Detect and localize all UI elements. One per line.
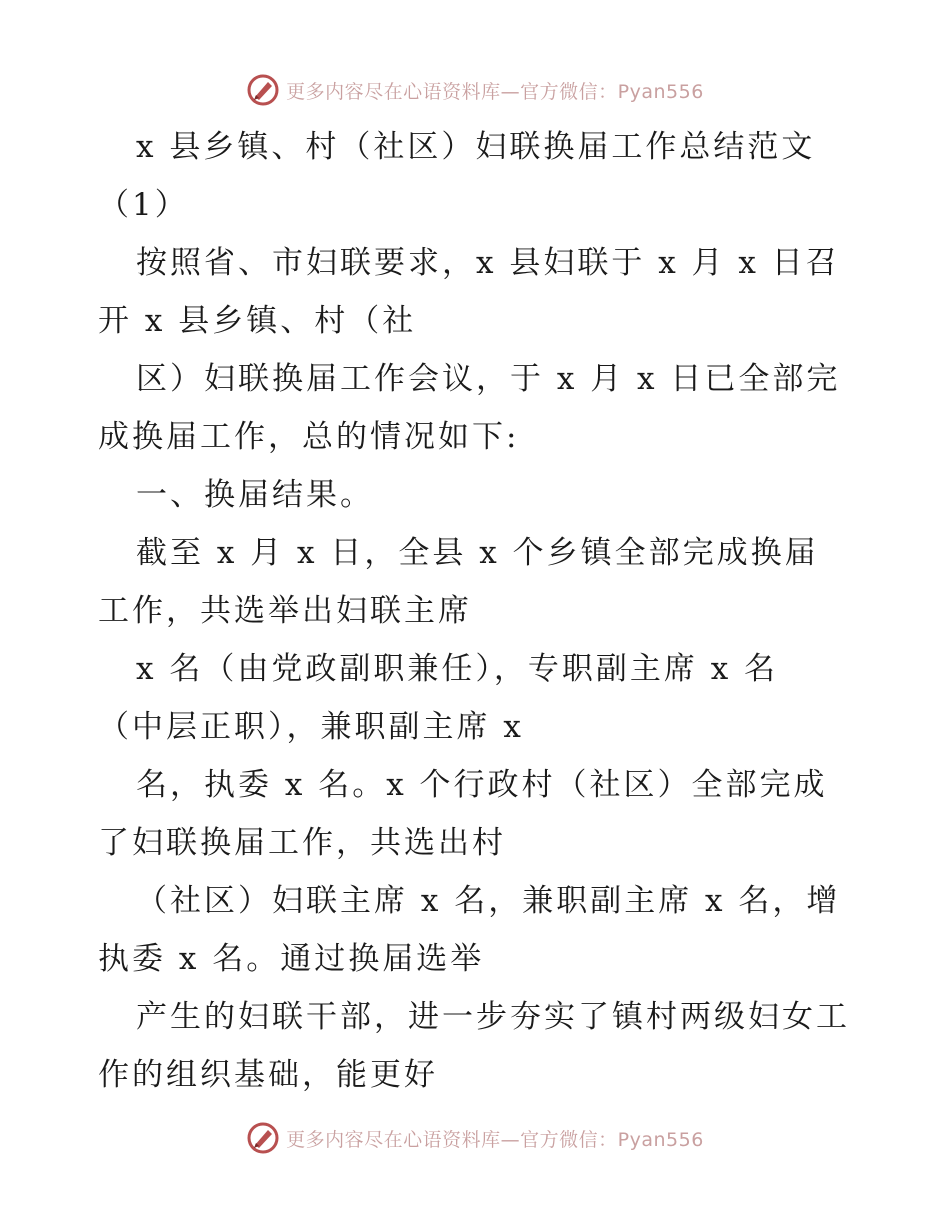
document-title: x 县乡镇、村（社区）妇联换届工作总结范文 xyxy=(136,129,816,165)
text-line: （中层正职），兼职副主席 x xyxy=(98,709,524,745)
text-line: 名，执委 x 名。x 个行政村（社区）全部完成 xyxy=(136,767,828,803)
watermark-text: 更多内容尽在心语资料库—官方微信：Pyan556 xyxy=(286,1128,704,1151)
text-line: 开 x 县乡镇、村（社 xyxy=(98,303,417,339)
text-line: 了妇联换届工作，共选出村 xyxy=(98,825,506,861)
text-line: 按照省、市妇联要求，x 县妇联于 x 月 x 日召 xyxy=(136,245,840,281)
header-watermark xyxy=(0,70,950,110)
text-line: x 名（由党政副职兼任），专职副主席 x 名 xyxy=(136,651,779,687)
text-line: 成换届工作，总的情况如下: xyxy=(98,419,520,455)
text-line: 作的组织基础，能更好 xyxy=(98,1057,438,1093)
document-body xyxy=(98,118,853,1104)
footer-watermark xyxy=(0,1118,950,1158)
section-heading: 一、换届结果。 xyxy=(136,477,374,513)
text-line: 执委 x 名。通过换届选举 xyxy=(98,941,485,977)
text-line: （社区）妇联主席 x 名，兼职副主席 x 名，增 xyxy=(136,883,841,919)
pen-logo-icon xyxy=(246,1121,280,1155)
text-line: 区）妇联换届工作会议，于 x 月 x 日已全部完 xyxy=(136,361,841,397)
text-line: （1） xyxy=(98,187,189,223)
watermark-text: 更多内容尽在心语资料库—官方微信：Pyan556 xyxy=(286,80,704,103)
text-line: 产生的妇联干部，进一步夯实了镇村两级妇女工 xyxy=(136,999,850,1035)
text-line: 截至 x 月 x 日，全县 x 个乡镇全部完成换届 xyxy=(136,535,819,571)
text-line: 工作，共选举出妇联主席 xyxy=(98,593,472,629)
pen-logo-icon xyxy=(246,73,280,107)
